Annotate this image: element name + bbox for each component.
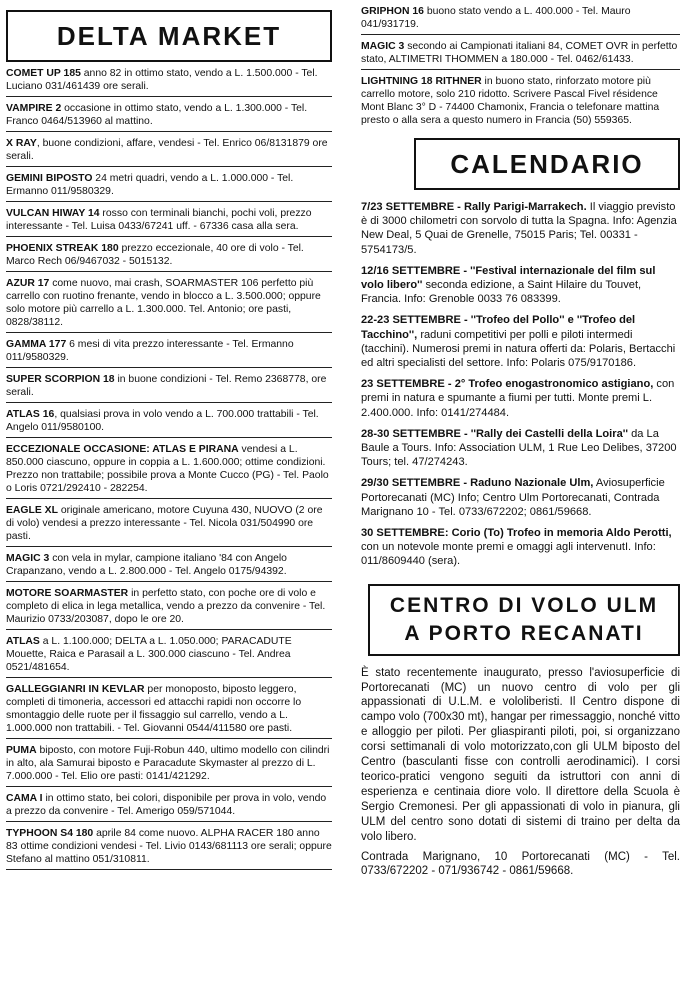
calendar-event xyxy=(361,526,680,576)
ad-text: aprile 84 come nuovo. ALPHA RACER 180 anno 83 ottime condizioni vendesi - Tel. Livio 0143/681113 ore serali; oppure Stefano al mattino 051/310811. xyxy=(6,828,332,865)
ad-title: MAGIC 3 xyxy=(6,553,50,564)
event-heading: 22-23 SETTEMBRE - ''Trofeo del Pollo'' e ''Trofeo del Tacchino'', xyxy=(361,314,636,341)
ad-text: , qualsiasi prova in volo vendo a L. 700.000 trattabili - Tel. Angelo 011/9580100. xyxy=(6,409,319,433)
ad-text: anno 82 in ottimo stato, vendo a L. 1.500.000 - Tel. Luciano 031/461439 ore serali. xyxy=(6,68,318,92)
ad-title: GRIPHON 16 xyxy=(361,6,424,17)
ad-text: rosso con terminali bianchi, pochi voli, prezzo interessante - Tel. Luisa 0433/67241 uff. - 67336 casa alla sera. xyxy=(6,208,312,232)
article-paragraph: È stato recentemente inaugurato, presso l'aviosuperficie di Portorecanati (MC) un nuovo centro di volo per gli appassionati di U.L.M. e vololiberisti. Il Centro dispone di campo volo (700x30 mt), hangar per rimessaggio, nonché vitto e alloggio per piloti. Per gliaspiranti piloti, poi, si organizzano corsi settimanali di volo motorizzato,con gli ULM biposto del Centro (basculanti fisse con controlli aerodinamici). I corsi teorico-pratici vengono seguiti da istruttori con anni di esperienza e centinaia diore volo. Il direttore della Scuola è Sergio Cremonesi. Per gli appassionati di volo in pianura, gli ULM del centro sono dotati di sistemi di traino per delta da volo libero. xyxy=(361,666,680,843)
ad-title: CAMA I xyxy=(6,793,43,804)
ad-text: vendesi a L. 850.000 ciascuno, oppure in coppia a L. 1.600.000; ottime condizioni. Prezzo non trattabile; possibile prova a Monte Cucco (PG) - Tel. Paolo o Loris 0721/292410 - 282254. xyxy=(6,444,329,494)
event-heading: 28-30 SETTEMBRE - ''Rally dei Castelli della Loira'' xyxy=(361,427,629,440)
ad-title: PHOENIX STREAK 180 xyxy=(6,243,119,254)
ad-title: ATLAS 16 xyxy=(6,409,55,420)
classified-ad xyxy=(6,787,332,822)
event-heading: 7/23 SETTEMBRE - Rally Parigi-Marrakech. xyxy=(361,201,587,213)
classified-ad xyxy=(6,739,332,787)
classified-ad xyxy=(6,630,332,678)
ad-text: buono stato vendo a L. 400.000 - Tel. Mauro 041/931719. xyxy=(361,6,631,30)
ad-title: TYPHOON S4 180 xyxy=(6,828,94,839)
ad-title: PUMA xyxy=(6,745,37,756)
ad-title: GAMMA 177 xyxy=(6,339,67,350)
ad-text: prezzo eccezionale, 40 ore di volo - Tel. Marco Rech 06/9467032 - 5015132. xyxy=(6,243,304,267)
ad-text: biposto, con motore Fuji-Robun 440, ultimo modello con cilindri in alto, ala Samurai biposto e Paracadute Skymaster al prezzo di L. 7.000.000 - Tel. Elio ore pasti: 0141/421292. xyxy=(6,745,330,782)
classified-ad xyxy=(6,822,332,870)
event-heading: 12/16 SETTEMBRE - ''Festival internazionale del film sul volo libero'' xyxy=(361,264,656,292)
ad-text: in perfetto stato, con poche ore di volo e completo di elica in lega metallica, vendo a prezzo da convenire - Tel. Maurizio 0733/203087, dopo le ore 20. xyxy=(6,588,326,625)
ad-title: X RAY xyxy=(6,138,37,149)
ad-text: con vela in mylar, campione italiano '84 con Angelo Crapanzano, vendo a L. 2.800.000 - Tel. Angelo 0175/94392. xyxy=(6,553,287,577)
calendar-event xyxy=(361,200,680,264)
calendar-event xyxy=(361,377,680,427)
classified-list xyxy=(6,62,332,870)
delta-market-title: DELTA MARKET xyxy=(6,10,332,62)
ad-title: VULCAN HIWAY 14 xyxy=(6,208,100,219)
ad-text: come nuovo, mai crash, SOARMASTER 106 perfetto più carrello con ruotino frenante, vendo in blocco a L. 3.500.000; oppure solo motore più carrello a L. 1.300.000. Tel. Antonio; ore pasti, 0828/38112. xyxy=(6,278,321,328)
ad-text: in buone condizioni - Tel. Remo 2368778, ore serali. xyxy=(6,374,327,398)
event-text: Il viaggio previsto è di 3000 chilometri con sorvolo di tutta la Spagna. Info: Agenzia New Deal, 5 Quai de Grenelle, 75015 Paris; Tel. 00331 - 5754173/5. xyxy=(361,201,677,256)
ad-text: in ottimo stato, bei colori, disponibile per prova in volo, vendo a prezzo da convenire - Tel. Amerigo 059/571044. xyxy=(6,793,327,817)
classified-ad xyxy=(6,333,332,368)
event-text: da La Baule a Tours. Info: Association ULM, 1 Rue Leo Delibes, 37200 Tours; tel. 47/274243. xyxy=(361,427,677,469)
calendar-event xyxy=(361,476,680,526)
classified-ad xyxy=(6,97,332,132)
classified-ad xyxy=(361,70,680,130)
ad-title: VAMPIRE 2 xyxy=(6,103,62,114)
ad-title: MAGIC 3 xyxy=(361,41,405,52)
centro-article xyxy=(361,666,680,880)
ad-text: in buono stato, rinforzato motore più carrello motore, solo 210 ridotto. Scrivere Pascal Fivel résidence Mont Blanc 3° D - 74400 Chamonix, Francia o telefonare mattina presto o alla sera a questo numero in Francia (50) 559365. xyxy=(361,76,660,126)
calendar-event xyxy=(361,427,680,477)
centro-title xyxy=(368,584,680,656)
classified-ad xyxy=(6,62,332,97)
classified-ad xyxy=(6,678,332,739)
ad-title: EAGLE XL xyxy=(6,505,58,516)
classified-ad xyxy=(361,0,680,35)
ad-title: AZUR 17 xyxy=(6,278,50,289)
ad-title: GALLEGGIANRI IN KEVLAR xyxy=(6,684,145,695)
ad-text: occasione in ottimo stato, vendo a L. 1.300.000 - Tel. Franco 0464/513960 al mattino. xyxy=(6,103,308,127)
classified-ad xyxy=(6,547,332,582)
ad-text: , buone condizioni, affare, vendesi - Tel. Enrico 06/8131879 ore serali. xyxy=(6,138,328,162)
right-column xyxy=(361,0,680,879)
calendario-title: CALENDARIO xyxy=(414,138,680,190)
ad-title: COMET UP 185 xyxy=(6,68,81,79)
event-text: con un notevole monte premi e omaggi agli intervenutI. Info: 011/8609440 (sera). xyxy=(361,541,656,568)
calendar-event xyxy=(361,313,680,377)
ad-text: originale americano, motore Cuyuna 430, NUOVO (2 ore di volo) vendesi a prezzo interessante - Tel. Nicola 031/504990 ore pasti. xyxy=(6,505,323,542)
ad-title: MOTORE SOARMASTER xyxy=(6,588,129,599)
ad-title: ATLAS xyxy=(6,636,40,647)
left-column xyxy=(6,0,332,870)
event-text: seconda edizione, a Saint Hilaire du Touvet, Francia. Info: Grenoble 0033 76 083399. xyxy=(361,279,642,306)
ad-text: per monoposto, biposto leggero, completi di timoneria, accessori ed attacchi rapidi non occorre lo smontaggio delle ruote per il fissaggio sul carrello, vendo a L. 1.000.000 non trattabili. - Tel. Giovanni 0544/411580 ore pasti. xyxy=(6,684,302,734)
ad-title: LIGHTNING 18 RITHNER xyxy=(361,76,482,87)
event-text: Aviosuperficie Portorecanati (MC) Info; Centro Ulm Portorecanati, Contrada Marignano 10 - Tel. 0733/672202; 0861/59668. xyxy=(361,477,665,518)
event-text: con premi in natura e spumante a fiumi per tutti. Monte premi L. 2.400.000. Info: 0141/274484. xyxy=(361,378,675,419)
classified-ad xyxy=(6,582,332,630)
classified-ad xyxy=(6,368,332,403)
ad-text: a L. 1.100.000; DELTA a L. 1.050.000; PARACADUTE Mouette, Raica e Parasail a L. 300.000 ciascuno - Tel. Andrea 0521/481654. xyxy=(6,636,292,673)
classified-ad xyxy=(361,35,680,70)
classified-list-continued xyxy=(361,0,680,130)
classified-ad xyxy=(6,272,332,333)
event-heading: 29/30 SETTEMBRE - Raduno Nazionale Ulm, xyxy=(361,477,594,490)
calendar-event xyxy=(361,264,680,314)
classified-ad xyxy=(6,132,332,167)
event-heading: 23 SETTEMBRE - 2° Trofeo enogastronomico astigiano, xyxy=(361,378,654,391)
ad-title: GEMINI BIPOSTO xyxy=(6,173,93,184)
classified-ad xyxy=(6,499,332,547)
article-paragraph: Contrada Marignano, 10 Portorecanati (MC) - Tel. 0733/672202 - 071/936742 - 0861/59668. xyxy=(361,850,680,878)
classified-ad xyxy=(6,438,332,499)
centro-title-line2: A PORTO RECANATI xyxy=(404,621,644,645)
classified-ad xyxy=(6,237,332,272)
classified-ad xyxy=(6,202,332,237)
event-heading: 30 SETTEMBRE: Corio (To) Trofeo in memoria Aldo Perotti, xyxy=(361,527,672,540)
classified-ad xyxy=(6,167,332,202)
ad-title: SUPER SCORPION 18 xyxy=(6,374,115,385)
ad-text: 24 metri quadri, vendo a L. 1.000.000 - Tel. Ermanno 011/9580329. xyxy=(6,173,294,197)
ad-title: ECCEZIONALE OCCASIONE: ATLAS E PIRANA xyxy=(6,444,239,455)
event-list xyxy=(361,200,680,576)
event-text: raduni competitivi per polli e piloti intermedi (tacchini). Numerosi premi in natura offerti da: Polaris, Bertacchi ed altri specialisti del settore. Info: Polaris 075/9170186. xyxy=(361,328,676,370)
ad-text: 6 mesi di vita prezzo interessante - Tel. Ermanno 011/9580329. xyxy=(6,339,294,363)
ad-text: secondo ai Campionati italiani 84, COMET OVR in perfetto stato, ALTIMETRI THOMMEN a 180.000 - Tel. 0462/61433. xyxy=(361,41,678,65)
classified-ad xyxy=(6,403,332,438)
centro-title-line1: CENTRO DI VOLO ULM xyxy=(389,593,659,617)
